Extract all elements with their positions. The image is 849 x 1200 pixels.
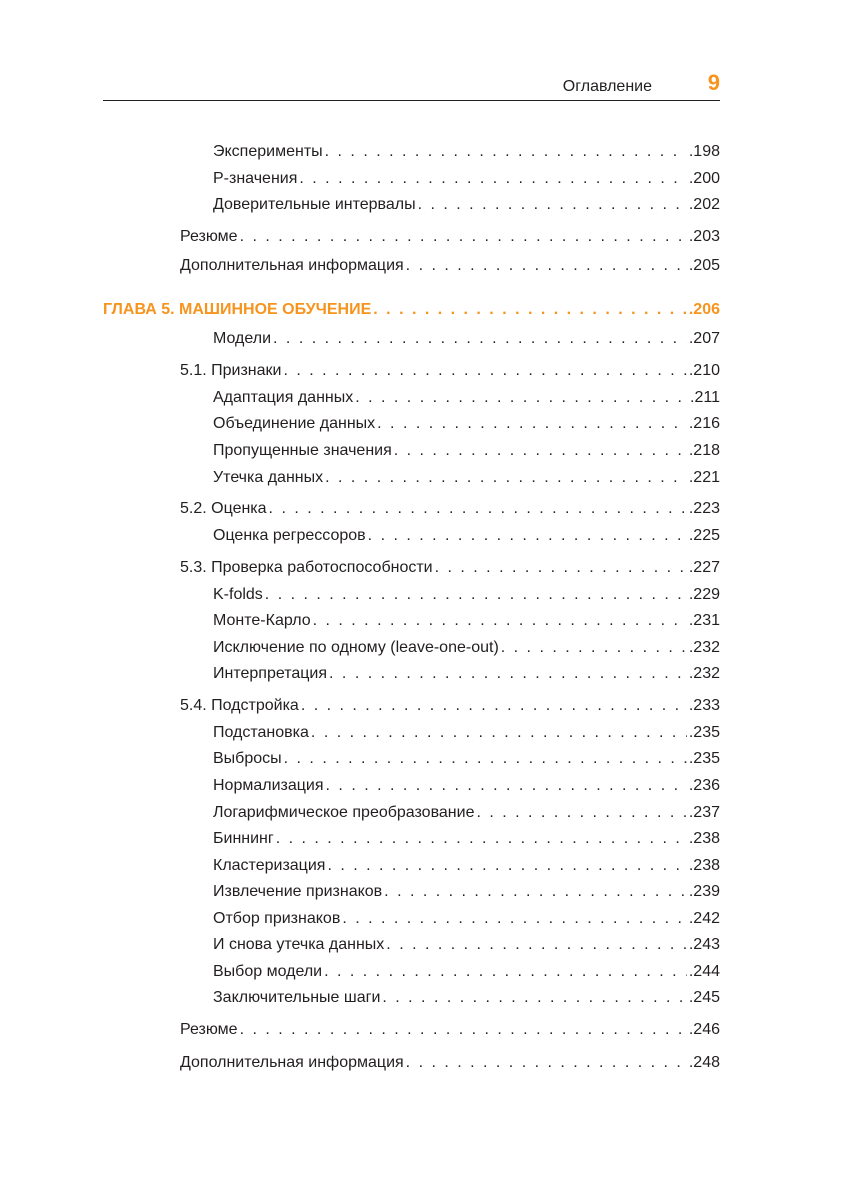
toc-entry[interactable] bbox=[213, 328, 720, 350]
toc-entry-page: .244 bbox=[688, 963, 720, 980]
toc-entry-page: .236 bbox=[688, 777, 720, 794]
toc-entry[interactable] bbox=[213, 855, 720, 877]
toc-entry-page: .232 bbox=[688, 639, 720, 656]
toc-entry-page: .246 bbox=[688, 1021, 720, 1038]
toc-entry[interactable] bbox=[213, 663, 720, 685]
toc-entry-title: Эксперименты bbox=[213, 143, 323, 160]
toc-entry-page: .235 bbox=[688, 750, 720, 767]
toc-entry-title: Логарифмическое преобразование bbox=[213, 804, 475, 821]
toc-entry-page: .235 bbox=[688, 724, 720, 741]
toc-entry-title: Модели bbox=[213, 330, 272, 347]
toc-entry-title: Резюме bbox=[180, 1021, 238, 1038]
toc-entry-page: .238 bbox=[688, 857, 720, 874]
toc-entry-page: .225 bbox=[688, 527, 720, 544]
toc-entry[interactable] bbox=[180, 360, 720, 382]
page-number: 9 bbox=[707, 70, 720, 95]
section-title: Оглавление bbox=[562, 78, 652, 95]
toc-entry-title: K-folds bbox=[213, 586, 263, 603]
toc-entry[interactable] bbox=[213, 881, 720, 903]
toc-entry-title: Интерпретация bbox=[213, 665, 328, 682]
toc-entry[interactable] bbox=[213, 440, 720, 462]
toc-entry-title: Пропущенные значения bbox=[213, 442, 392, 459]
toc-entry[interactable] bbox=[213, 748, 720, 770]
toc-entry[interactable] bbox=[213, 775, 720, 797]
toc-entry[interactable] bbox=[213, 987, 720, 1009]
toc-entry-page: .237 bbox=[688, 804, 720, 821]
toc-entry-title: Выбор модели bbox=[213, 963, 323, 980]
toc-entry-page: .218 bbox=[688, 442, 720, 459]
toc-entry-title: И снова утечка данных bbox=[213, 936, 385, 953]
toc-entry[interactable] bbox=[213, 413, 720, 435]
toc-entry-page: .229 bbox=[688, 586, 720, 603]
toc-entry-page: .245 bbox=[688, 989, 720, 1006]
toc-entry[interactable] bbox=[213, 141, 720, 163]
toc-entry-page: .233 bbox=[688, 697, 720, 714]
toc-entry-title: Заключительные шаги bbox=[213, 989, 381, 1006]
toc-entry[interactable] bbox=[213, 802, 720, 824]
toc-entry-title: Исключение по одному (leave-one-out) bbox=[213, 639, 499, 656]
toc-entry-page: .203 bbox=[688, 228, 720, 245]
toc-entry[interactable] bbox=[213, 722, 720, 744]
toc-entry-page: .231 bbox=[688, 612, 720, 629]
toc-entry[interactable] bbox=[213, 387, 720, 409]
toc-entry[interactable] bbox=[180, 255, 720, 277]
toc-entry[interactable] bbox=[213, 584, 720, 606]
toc-entry-page: .198 bbox=[688, 143, 720, 160]
toc-entry-title: Оценка регрессоров bbox=[213, 527, 366, 544]
toc-entry-page: .227 bbox=[688, 559, 720, 576]
toc-entry-page: .206 bbox=[688, 301, 720, 318]
toc-chapter-heading[interactable] bbox=[103, 299, 720, 321]
toc-entry-page: .202 bbox=[688, 196, 720, 213]
toc-entry[interactable] bbox=[213, 194, 720, 216]
toc-entry-title: Утечка данных bbox=[213, 469, 324, 486]
toc-entry-page: .248 bbox=[688, 1054, 720, 1071]
toc-entry-title: 5.1. Признаки bbox=[180, 362, 282, 379]
toc-entry-title: ГЛАВА 5. МАШИННОЕ ОБУЧЕНИЕ bbox=[103, 301, 372, 318]
toc-entry[interactable] bbox=[213, 637, 720, 659]
toc-entry[interactable] bbox=[213, 525, 720, 547]
toc-entry-page: .207 bbox=[688, 330, 720, 347]
toc-entry-title: 5.4. Подстройка bbox=[180, 697, 299, 714]
toc-entry-title: Извлечение признаков bbox=[213, 883, 383, 900]
toc-entry-title: Дополнительная информация bbox=[180, 257, 404, 274]
toc-entry[interactable] bbox=[213, 467, 720, 489]
toc-entry[interactable] bbox=[213, 934, 720, 956]
toc-entry-page: .223 bbox=[688, 500, 720, 517]
toc-entry-title: Отбор признаков bbox=[213, 910, 341, 927]
toc-entry-title: Дополнительная информация bbox=[180, 1054, 404, 1071]
toc-entry-page: .211 bbox=[690, 389, 720, 406]
toc-entry-page: .200 bbox=[688, 170, 720, 187]
toc-entry-page: .238 bbox=[688, 830, 720, 847]
toc-entry[interactable] bbox=[180, 557, 720, 579]
toc-entry-title: Выбросы bbox=[213, 750, 282, 767]
toc-entry-page: .221 bbox=[688, 469, 720, 486]
toc-entry[interactable] bbox=[180, 1019, 720, 1041]
toc-entry-page: .239 bbox=[688, 883, 720, 900]
toc-entry-page: .216 bbox=[688, 415, 720, 432]
toc-entry-title: 5.3. Проверка работоспособности bbox=[180, 559, 433, 576]
toc-entry-title: Кластеризация bbox=[213, 857, 326, 874]
toc-entry-title: Подстановка bbox=[213, 724, 309, 741]
toc-entry[interactable] bbox=[213, 168, 720, 190]
toc-entry-page: .205 bbox=[688, 257, 720, 274]
toc-entry-title: Объединение данных bbox=[213, 415, 376, 432]
toc-entry-page: .232 bbox=[688, 665, 720, 682]
toc-entry[interactable] bbox=[213, 908, 720, 930]
toc-entry[interactable] bbox=[213, 828, 720, 850]
toc-entry-title: Адаптация данных bbox=[213, 389, 354, 406]
toc-entry-title: Монте-Карло bbox=[213, 612, 311, 629]
toc-entry-page: .243 bbox=[688, 936, 720, 953]
toc-entry-page: .210 bbox=[688, 362, 720, 379]
toc-entry-title: 5.2. Оценка bbox=[180, 500, 267, 517]
toc-entry[interactable] bbox=[180, 498, 720, 520]
toc-entry[interactable] bbox=[213, 961, 720, 983]
toc-entry-title: Нормализация bbox=[213, 777, 324, 794]
toc-entry-page: .242 bbox=[688, 910, 720, 927]
toc-entry-title: Резюме bbox=[180, 228, 238, 245]
toc-entry[interactable] bbox=[180, 695, 720, 717]
toc-entry[interactable] bbox=[180, 226, 720, 248]
toc-entry-title: Биннинг bbox=[213, 830, 274, 847]
toc-entry-title: Доверительные интервалы bbox=[213, 196, 416, 213]
toc-entry-title: P-значения bbox=[213, 170, 298, 187]
toc-entry[interactable] bbox=[180, 1052, 720, 1074]
toc-entry[interactable] bbox=[213, 610, 720, 632]
